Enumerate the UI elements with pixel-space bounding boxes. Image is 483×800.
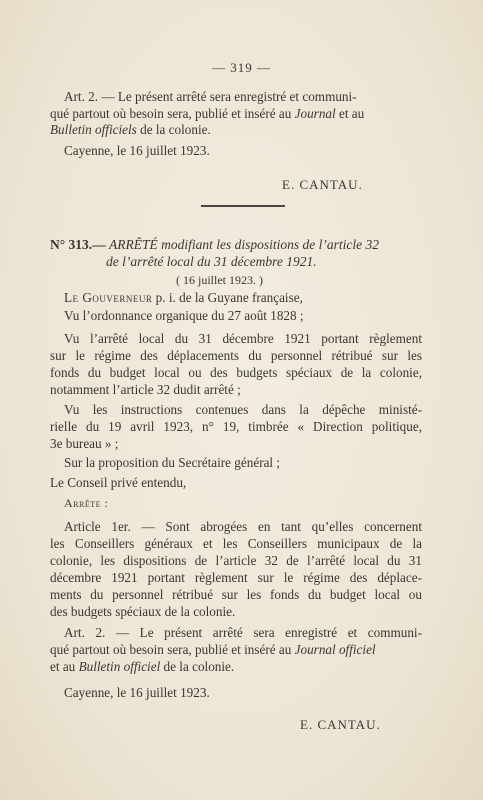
bulletin-officiel-reference: Bulletin officiel — [78, 659, 161, 674]
vu-arrete-line-3: fonds du budget local ou des budgets spéciaux de la colonie, — [50, 365, 422, 380]
decree-title: ARRÊTÉ modifiant les dispositions de l’article 32 — [109, 237, 380, 252]
vu-instructions-line-2: rielle du 19 avril 1923, n° 19, timbrée « Direction politique, — [50, 419, 422, 434]
article-2-end: de la colonie. — [163, 659, 235, 674]
previous-article-2-line-2 — [50, 105, 364, 122]
proposition-line: Sur la proposition du Secrétaire général ; — [64, 455, 281, 470]
previous-article-2-line-1: Art. 2. — Le présent arrêté sera enregistré et communi- — [64, 89, 357, 104]
previous-article-2-conj: et au — [338, 106, 365, 121]
decree-title-line-2: de l’arrêté local du 31 décembre 1921. — [106, 254, 317, 269]
vu-ordonnance: Vu l’ordonnance organique du 27 août 1828 ; — [64, 308, 304, 323]
decree-number: N° 313.— — [50, 237, 106, 252]
article-1-line-5: ments du personnel rétribué sur les fonds du budget local ou — [50, 587, 422, 602]
section-divider — [201, 205, 285, 207]
article-1-line-2: les Conseillers généraux et les Conseillers municipaux de la — [50, 536, 422, 551]
article-1-line-6: des budgets spéciaux de la colonie. — [50, 604, 236, 619]
decree-date: ( 16 juillet 1923. ) — [176, 273, 263, 287]
article-1-line-4: décembre 1921 portant règlement sur le régime des déplace- — [50, 570, 422, 585]
article-2-line-3 — [50, 658, 234, 675]
conseil-line: Le Conseil privé entendu, — [50, 475, 187, 490]
vu-arrete-line-4: notamment l’article 32 dudit arrêté ; — [50, 382, 241, 397]
article-2-line-1: Art. 2. — Le présent arrêté sera enregistré et communi- — [64, 625, 422, 640]
vu-instructions-line-3: 3e bureau » ; — [50, 436, 119, 451]
decree-title-line-1 — [50, 237, 379, 253]
governor-rest: p. i. de la Guyane française, — [155, 290, 303, 305]
previous-signature: E. CANTAU. — [282, 177, 363, 192]
article-2-text: qué partout où besoin sera, publié et inséré au — [50, 642, 292, 657]
previous-place-date: Cayenne, le 16 juillet 1923. — [64, 143, 210, 158]
arrete-heading: Arrête : — [64, 496, 109, 510]
governor-title: Le Gouverneur — [64, 290, 153, 305]
article-1-line-3: colonie, les dispositions de l’article 32 de l’arrêté local du 31 — [50, 553, 422, 568]
journal-reference: Journal — [294, 106, 336, 121]
governor-line — [64, 289, 303, 306]
article-2-conj: et au — [50, 659, 76, 674]
page-number: — 319 — — [212, 60, 271, 75]
article-1-line-1: Article 1er. — Sont abrogées en tant qu’elles concernent — [64, 519, 422, 534]
decree-place-date: Cayenne, le 16 juillet 1923. — [64, 685, 210, 700]
journal-officiel-reference: Journal officiel — [294, 642, 376, 657]
decree-signature: E. CANTAU. — [300, 717, 381, 732]
previous-article-2-end: de la colonie. — [140, 122, 211, 137]
vu-instructions-line-1: Vu les instructions contenues dans la dépêche ministé- — [64, 402, 422, 417]
vu-arrete-line-1: Vu l’arrêté local du 31 décembre 1921 portant règlement — [64, 331, 422, 346]
vu-arrete-line-2: sur le régime des déplacements du personnel rétribué sur les — [50, 348, 422, 363]
bulletin-reference: Bulletin officiels — [50, 122, 137, 137]
article-2-line-2 — [50, 641, 376, 658]
previous-article-2-line-3 — [50, 121, 211, 138]
previous-article-2-text: qué partout où besoin sera, publié et inséré au — [50, 106, 292, 121]
